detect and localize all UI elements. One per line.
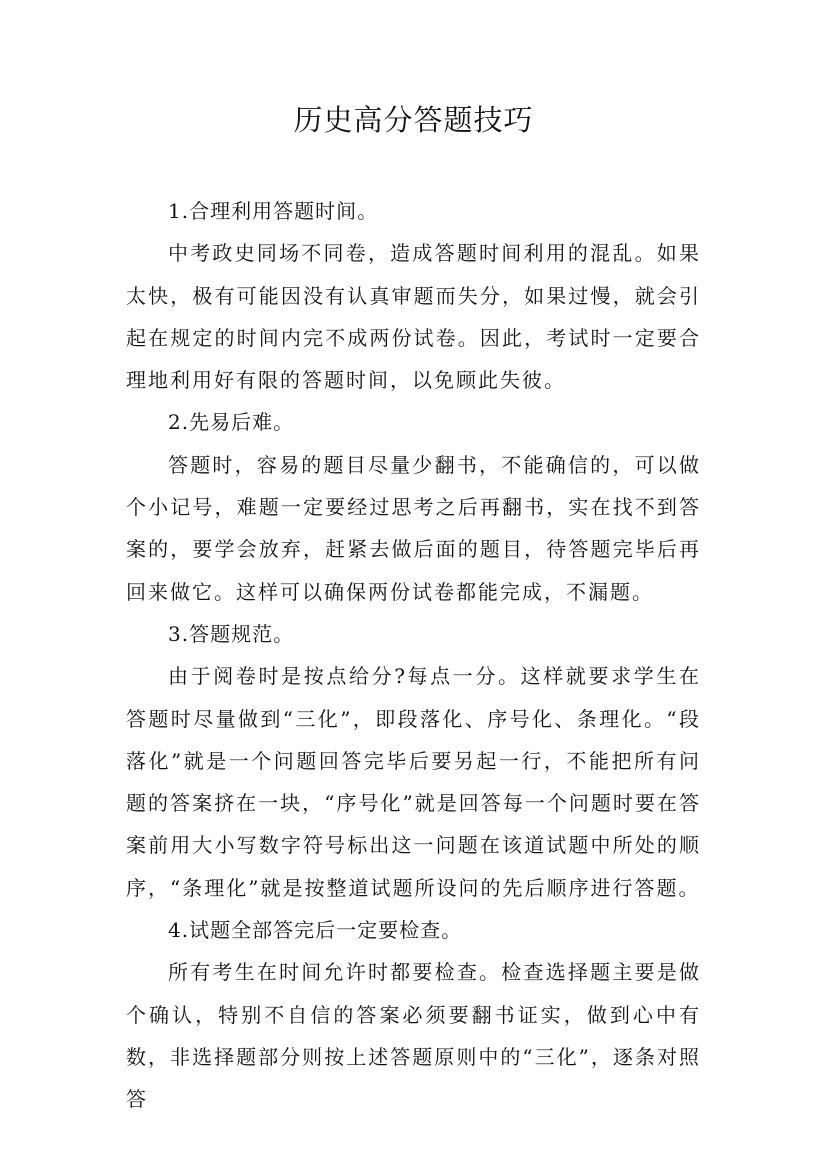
section-heading-3: 3.答题规范。: [168, 621, 295, 646]
section-heading-2: 2.先易后难。: [168, 410, 295, 435]
section-heading-1: 1.合理利用答题时间。: [168, 199, 379, 223]
body-paragraph-2: 答题时，容易的题目尽量少翻书，不能确信的，可以做个小记号，难题一定要经过思考之后再翻书，实在找不到答案的，要学会放弃，赶紧去做后面的题目，待答题完毕后再回来做它。这样可以确保两份试卷都能完成，不漏题。: [126, 452, 701, 604]
body-paragraph-3: 由于阅卷时是按点给分?每点一分。这样就要求学生在答题时尽量做到“三化”，即段落化、序号化、条理化。“段落化”就是一个问题回答完毕后要另起一行，不能把所有问题的答案挤在一块，“序号化”就是回答每一个问题时要在答案前用大小写数字符号标出这一问题在该道试题中所处的顺序，“条理化”就是按整道试题所设问的先后顺序进行答题。: [126, 664, 701, 900]
document-body: [126, 190, 701, 1121]
document-title: 历史高分答题技巧: [293, 103, 534, 137]
body-paragraph-1: 中考政史同场不同卷，造成答题时间利用的混乱。如果太快，极有可能因没有认真审题而失分，如果过慢，就会引起在规定的时间内完不成两份试卷。因此，考试时一定要合理地利用好有限的答题时间，以免顾此失彼。: [126, 241, 701, 393]
body-paragraph-4: 所有考生在时间允许时都要检查。检查选择题主要是做个确认，特别不自信的答案必须要翻书证实，做到心中有数，非选择题部分则按上述答题原则中的“三化”，逐条对照答: [126, 960, 701, 1112]
section-heading-4: 4.试题全部答完后一定要检查。: [168, 918, 463, 943]
